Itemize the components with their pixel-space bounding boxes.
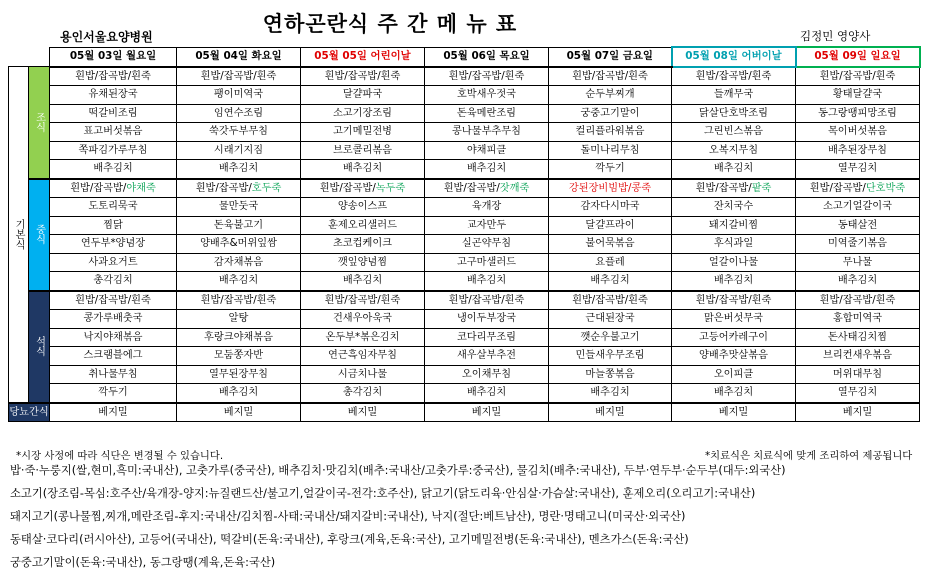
corner-cell bbox=[9, 47, 50, 67]
breakfast-row bbox=[9, 160, 920, 179]
dinner-row bbox=[9, 384, 920, 403]
menu-item-sat: 돼지갈비찜 bbox=[672, 216, 796, 235]
menu-item-mon: 표고버섯볶음 bbox=[50, 123, 177, 142]
menu-item-fri: 근대된장국 bbox=[549, 310, 672, 329]
porridge-item: 야채죽 bbox=[126, 182, 156, 194]
rice-base: 흰밥/잡곡밥/ bbox=[195, 182, 252, 194]
menu-item-mon: 낙지야채볶음 bbox=[50, 328, 177, 347]
menu-item-fri: 깻순우불고기 bbox=[549, 328, 672, 347]
dinner-row bbox=[9, 310, 920, 329]
snack-row bbox=[9, 403, 920, 422]
meal-label-breakfast: 조식 bbox=[29, 67, 50, 179]
lunch-row bbox=[9, 198, 920, 217]
menu-item-wed: 배추김치 bbox=[301, 272, 425, 291]
page-title: 연하곤란식 주 간 메 뉴 표 bbox=[262, 12, 518, 36]
menu-item-thu bbox=[425, 179, 549, 198]
snack-item-tue: 베지밀 bbox=[177, 403, 301, 422]
menu-item-tue bbox=[177, 179, 301, 198]
menu-item-thu: 새우살부추전 bbox=[425, 347, 549, 366]
day-header-thu: 05월 06일 목요일 bbox=[425, 47, 549, 67]
snack-item-mon: 베지밀 bbox=[50, 403, 177, 422]
meal-label-lunch: 중식 bbox=[29, 179, 50, 291]
menu-item-thu: 호박새우젓국 bbox=[425, 86, 549, 105]
menu-item-wed: 건새우아욱국 bbox=[301, 310, 425, 329]
menu-item-wed: 소고기장조림 bbox=[301, 104, 425, 123]
menu-item-fri: 민들새우무조림 bbox=[549, 347, 672, 366]
menu-item-thu: 흰밥/잡곡밥/흰죽 bbox=[425, 67, 549, 86]
menu-item-tue: 배추김치 bbox=[177, 384, 301, 403]
menu-item-sat: 오이피클 bbox=[672, 365, 796, 384]
porridge-item: 단호박죽 bbox=[865, 182, 906, 194]
menu-item-sat: 오복지무침 bbox=[672, 141, 796, 160]
porridge-item: 팥죽 bbox=[751, 182, 772, 194]
snack-item-sat: 베지밀 bbox=[672, 403, 796, 422]
menu-item-mon: 사과요거트 bbox=[50, 253, 177, 272]
menu-item-sun: 동그랑땡피망조림 bbox=[796, 104, 920, 123]
menu-item-fri: 돌미나리무침 bbox=[549, 141, 672, 160]
menu-item-sat: 닭살단호박조림 bbox=[672, 104, 796, 123]
menu-item-thu: 콩나물부추무침 bbox=[425, 123, 549, 142]
menu-item-sun: 브리컨새우볶음 bbox=[796, 347, 920, 366]
menu-item-sun: 동태살전 bbox=[796, 216, 920, 235]
menu-item-fri: 흰밥/잡곡밥/흰죽 bbox=[549, 67, 672, 86]
menu-item-wed: 배추김치 bbox=[301, 160, 425, 179]
menu-item-sat: 배추김치 bbox=[672, 160, 796, 179]
menu-item-sat: 고등어카레구이 bbox=[672, 328, 796, 347]
menu-item-thu: 고구마샐러드 bbox=[425, 253, 549, 272]
menu-item-fri: 마늘쫑볶음 bbox=[549, 365, 672, 384]
menu-item-tue: 알탕 bbox=[177, 310, 301, 329]
menu-item-thu: 돈육메란조림 bbox=[425, 104, 549, 123]
menu-item-mon: 흰밥/잡곡밥/흰죽 bbox=[50, 67, 177, 86]
menu-item-tue: 돈육불고기 bbox=[177, 216, 301, 235]
dinner-row bbox=[9, 347, 920, 366]
menu-item-sun: 열무김치 bbox=[796, 160, 920, 179]
dietitian-name: 김정민 영양사 bbox=[800, 29, 871, 43]
menu-item-fri: 달걀프라이 bbox=[549, 216, 672, 235]
menu-item-sat: 들깨무국 bbox=[672, 86, 796, 105]
menu-item-wed: 온두부*볶은김치 bbox=[301, 328, 425, 347]
hospital-name: 용인서울요양병원 bbox=[60, 30, 153, 44]
menu-item-sat: 잔치국수 bbox=[672, 198, 796, 217]
menu-item-fri: 감자다시마국 bbox=[549, 198, 672, 217]
menu-item-tue: 물만둣국 bbox=[177, 198, 301, 217]
lunch-row bbox=[9, 216, 920, 235]
rice-base: 흰밥/잡곡밥/ bbox=[70, 182, 127, 194]
menu-item-mon: 떡갈비조림 bbox=[50, 104, 177, 123]
menu-item-sun: 흰밥/잡곡밥/흰죽 bbox=[796, 67, 920, 86]
menu-item-wed: 연근흑임자무침 bbox=[301, 347, 425, 366]
menu-item-mon: 도토리묵국 bbox=[50, 198, 177, 217]
menu-item-tue: 팽이미역국 bbox=[177, 86, 301, 105]
note-therapeutic: *치료식은 치료식에 맞게 조리하여 제공됩니다 bbox=[705, 450, 913, 462]
menu-item-mon: 취나물무침 bbox=[50, 365, 177, 384]
menu-item-tue: 감자채볶음 bbox=[177, 253, 301, 272]
dinner-row bbox=[9, 291, 920, 310]
lunch-row bbox=[9, 253, 920, 272]
menu-item-tue: 후랑크야채볶음 bbox=[177, 328, 301, 347]
meal-label-dinner: 석식 bbox=[29, 291, 50, 403]
rice-base: 흰밥/잡곡밥/ bbox=[809, 182, 866, 194]
menu-item-fri: 요플레 bbox=[549, 253, 672, 272]
dinner-row bbox=[9, 365, 920, 384]
menu-item-sat: 흰밥/잡곡밥/흰죽 bbox=[672, 291, 796, 310]
breakfast-row bbox=[9, 123, 920, 142]
menu-item-thu: 야채피클 bbox=[425, 141, 549, 160]
menu-item-mon bbox=[50, 179, 177, 198]
menu-item-sun: 열무김치 bbox=[796, 384, 920, 403]
lunch-rice-row bbox=[9, 179, 920, 198]
day-header-fri: 05월 07일 금요일 bbox=[549, 47, 672, 67]
menu-item-fri: 궁중고기말이 bbox=[549, 104, 672, 123]
day-header-mon: 05월 03일 월요일 bbox=[50, 47, 177, 67]
menu-item-sun bbox=[796, 179, 920, 198]
lunch-row bbox=[9, 272, 920, 291]
menu-item-thu: 흰밥/잡곡밥/흰죽 bbox=[425, 291, 549, 310]
menu-item-tue: 열무된장무침 bbox=[177, 365, 301, 384]
dinner-row bbox=[9, 328, 920, 347]
meal-label-snack: 당뇨간식 bbox=[9, 403, 50, 422]
day-header-tue: 05월 04일 화요일 bbox=[177, 47, 301, 67]
menu-item-mon: 배추김치 bbox=[50, 160, 177, 179]
origin-line: 소고기(장조림-목심:호주산/육개장-양지:뉴질랜드산/불고기,얼갈이국-전각:호주산), 닭고기(닭도리육·안심살·가슴살:국내산), 훈제오리(오리고기:국내산) bbox=[10, 487, 756, 500]
menu-item-wed: 고기메밀전병 bbox=[301, 123, 425, 142]
menu-item-mon: 쪽파김가루무침 bbox=[50, 141, 177, 160]
menu-item-mon: 총각김치 bbox=[50, 272, 177, 291]
menu-item-mon: 콩가루배춧국 bbox=[50, 310, 177, 329]
menu-item-sat bbox=[672, 179, 796, 198]
breakfast-row bbox=[9, 141, 920, 160]
breakfast-row bbox=[9, 104, 920, 123]
day-header-row bbox=[9, 47, 920, 67]
note-market: *시장 사정에 따라 식단은 변경될 수 있습니다. bbox=[16, 450, 224, 462]
weekly-menu-table bbox=[8, 46, 921, 422]
menu-item-wed bbox=[301, 179, 425, 198]
menu-item-tue: 흰밥/잡곡밥/흰죽 bbox=[177, 291, 301, 310]
menu-item-mon: 스크램블에그 bbox=[50, 347, 177, 366]
menu-item-wed: 브로콜리볶음 bbox=[301, 141, 425, 160]
origin-line: 동태살·코다리(러시아산), 고등어(국내산), 떡갈비(돈육:국내산), 후랑크(계육,돈육:국산), 고기메밀전병(돈육:국내산), 멘츠가스(돈육:국산) bbox=[10, 533, 689, 546]
snack-item-wed: 베지밀 bbox=[301, 403, 425, 422]
menu-item-thu: 오이채무침 bbox=[425, 365, 549, 384]
menu-item-sun: 소고기얼갈이국 bbox=[796, 198, 920, 217]
menu-item-sat: 양배추맛살볶음 bbox=[672, 347, 796, 366]
day-header-wed: 05월 05일 어린이날 bbox=[301, 47, 425, 67]
menu-item-tue: 흰밥/잡곡밥/흰죽 bbox=[177, 67, 301, 86]
origin-line: 돼지고기(콩나물찜,찌개,메란조림-후지:국내산/김치찜-사태:국내산/돼지갈비:국내산), 낙지(절단:베트남산), 명란·명태고니(미국산·외국산) bbox=[10, 510, 686, 523]
menu-item-wed: 흰밥/잡곡밥/흰죽 bbox=[301, 291, 425, 310]
menu-item-sat: 흰밥/잡곡밥/흰죽 bbox=[672, 67, 796, 86]
menu-item-sat: 그린빈스볶음 bbox=[672, 123, 796, 142]
menu-item-sun: 머위대무침 bbox=[796, 365, 920, 384]
menu-item-fri: 불어묵볶음 bbox=[549, 235, 672, 254]
menu-item-thu: 교자만두 bbox=[425, 216, 549, 235]
menu-item-wed: 시금치나물 bbox=[301, 365, 425, 384]
menu-item-tue: 배추김치 bbox=[177, 272, 301, 291]
menu-item-sun: 홍합미역국 bbox=[796, 310, 920, 329]
menu-item-sun: 무나물 bbox=[796, 253, 920, 272]
porridge-item: 잣깨죽 bbox=[499, 182, 530, 194]
menu-item-thu: 육개장 bbox=[425, 198, 549, 217]
menu-item-sun: 돈사태김치찜 bbox=[796, 328, 920, 347]
menu-item-fri bbox=[549, 179, 672, 198]
rice-base: 흰밥/잡곡밥/ bbox=[319, 182, 376, 194]
menu-item-mon: 찜닭 bbox=[50, 216, 177, 235]
menu-item-thu: 냉이두부장국 bbox=[425, 310, 549, 329]
menu-item-wed: 초코컵케이크 bbox=[301, 235, 425, 254]
menu-item-thu: 코다리무조림 bbox=[425, 328, 549, 347]
menu-item-sat: 얼갈이나물 bbox=[672, 253, 796, 272]
menu-item-thu: 배추김치 bbox=[425, 272, 549, 291]
origin-line: 밥·죽·누룽지(쌀,현미,흑미:국내산), 고춧가루(중국산), 배추김치·맛김치(배추:국내산/고춧가루:중국산), 물김치(배추:국내산), 두부·연두부·순두부(대두:외국산) bbox=[10, 464, 786, 477]
menu-item-fri: 깍두기 bbox=[549, 160, 672, 179]
rice-base: 흰밥/잡곡밥/ bbox=[695, 182, 752, 194]
porridge-item: 녹두죽 bbox=[375, 182, 406, 194]
menu-item-tue: 배추김치 bbox=[177, 160, 301, 179]
menu-item-sat: 맑은버섯무국 bbox=[672, 310, 796, 329]
menu-item-fri: 배추김치 bbox=[549, 384, 672, 403]
breakfast-row bbox=[9, 86, 920, 105]
menu-item-mon: 유채된장국 bbox=[50, 86, 177, 105]
menu-item-thu: 배추김치 bbox=[425, 160, 549, 179]
menu-item-wed: 총각김치 bbox=[301, 384, 425, 403]
menu-item-thu: 배추김치 bbox=[425, 384, 549, 403]
menu-item-wed: 양송이스프 bbox=[301, 198, 425, 217]
menu-item-thu: 실곤약무침 bbox=[425, 235, 549, 254]
porridge-item: 호두죽 bbox=[251, 182, 282, 194]
origin-line: 궁중고기말이(돈육:국내산), 동그랑땡(계육,돈육:국산) bbox=[10, 556, 276, 569]
menu-item-sat: 배추김치 bbox=[672, 384, 796, 403]
snack-item-sun: 베지밀 bbox=[796, 403, 920, 422]
menu-item-sun: 배추김치 bbox=[796, 272, 920, 291]
menu-item-sat: 후식과일 bbox=[672, 235, 796, 254]
menu-item-wed: 달걀파국 bbox=[301, 86, 425, 105]
menu-item-sat: 배추김치 bbox=[672, 272, 796, 291]
menu-item-mon: 흰밥/잡곡밥/흰죽 bbox=[50, 291, 177, 310]
menu-item-fri: 순두부찌개 bbox=[549, 86, 672, 105]
menu-item-fri: 배추김치 bbox=[549, 272, 672, 291]
menu-item-tue: 시래기지짐 bbox=[177, 141, 301, 160]
menu-item-tue: 모둠쫑자반 bbox=[177, 347, 301, 366]
menu-item-wed: 훈제오리샐러드 bbox=[301, 216, 425, 235]
snack-item-thu: 베지밀 bbox=[425, 403, 549, 422]
lunch-row bbox=[9, 235, 920, 254]
breakfast-row bbox=[9, 67, 920, 86]
menu-item-tue: 임연수조림 bbox=[177, 104, 301, 123]
menu-item-sun: 목이버섯볶음 bbox=[796, 123, 920, 142]
menu-item-fri: 컬리플라워볶음 bbox=[549, 123, 672, 142]
rice-base: 흰밥/잡곡밥/ bbox=[443, 182, 500, 194]
menu-item-tue: 양배추&머위잎쌈 bbox=[177, 235, 301, 254]
menu-item-mon: 깍두기 bbox=[50, 384, 177, 403]
snack-item-fri: 베지밀 bbox=[549, 403, 672, 422]
day-header-sun: 05월 09일 일요일 bbox=[796, 47, 920, 67]
menu-item-sun: 흰밥/잡곡밥/흰죽 bbox=[796, 291, 920, 310]
menu-item-tue: 쑥갓두부무침 bbox=[177, 123, 301, 142]
menu-item-wed: 깻잎양념찜 bbox=[301, 253, 425, 272]
day-header-sat: 05월 08일 어버이날 bbox=[672, 47, 796, 67]
menu-item-mon: 연두부*양념장 bbox=[50, 235, 177, 254]
menu-item-wed: 흰밥/잡곡밥/흰죽 bbox=[301, 67, 425, 86]
category-label: 기본식 bbox=[9, 67, 29, 403]
lunch-special-bibimbap: 강된장비빔밥/콩죽 bbox=[568, 182, 652, 194]
menu-item-sun: 황태달걀국 bbox=[796, 86, 920, 105]
menu-item-fri: 흰밥/잡곡밥/흰죽 bbox=[549, 291, 672, 310]
menu-item-sun: 미역줄기볶음 bbox=[796, 235, 920, 254]
menu-item-sun: 배추된장무침 bbox=[796, 141, 920, 160]
